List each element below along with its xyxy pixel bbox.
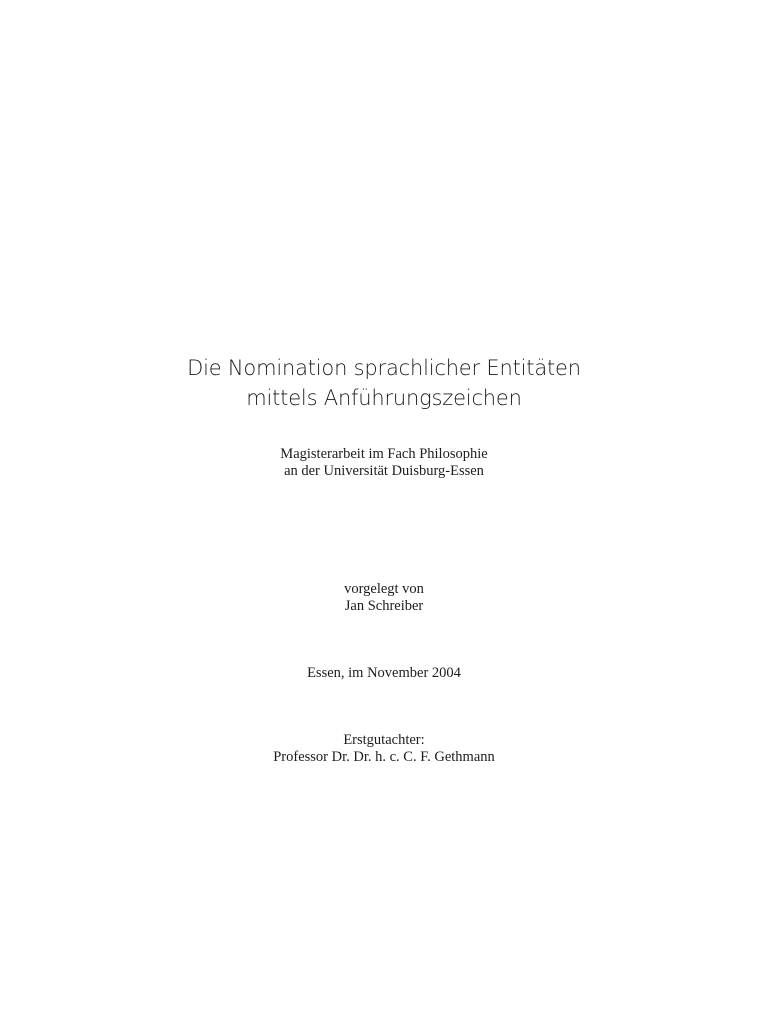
- examiner-name: Professor Dr. Dr. h. c. C. F. Gethmann: [273, 749, 495, 765]
- submitted-by-label: vorgelegt von: [344, 581, 424, 597]
- title-line-2: mittels Anführungszeichen: [246, 386, 522, 410]
- place-date: Essen, im November 2004: [307, 665, 461, 681]
- subtitle-line-1: Magisterarbeit im Fach Philosophie: [280, 446, 488, 462]
- title-line-1: Die Nomination sprachlicher Entitäten: [187, 356, 581, 380]
- author-name: Jan Schreiber: [344, 598, 424, 614]
- subtitle-line-2: an der Universität Duisburg-Essen: [284, 463, 484, 479]
- examiner-label: Erstgutachter:: [343, 732, 425, 748]
